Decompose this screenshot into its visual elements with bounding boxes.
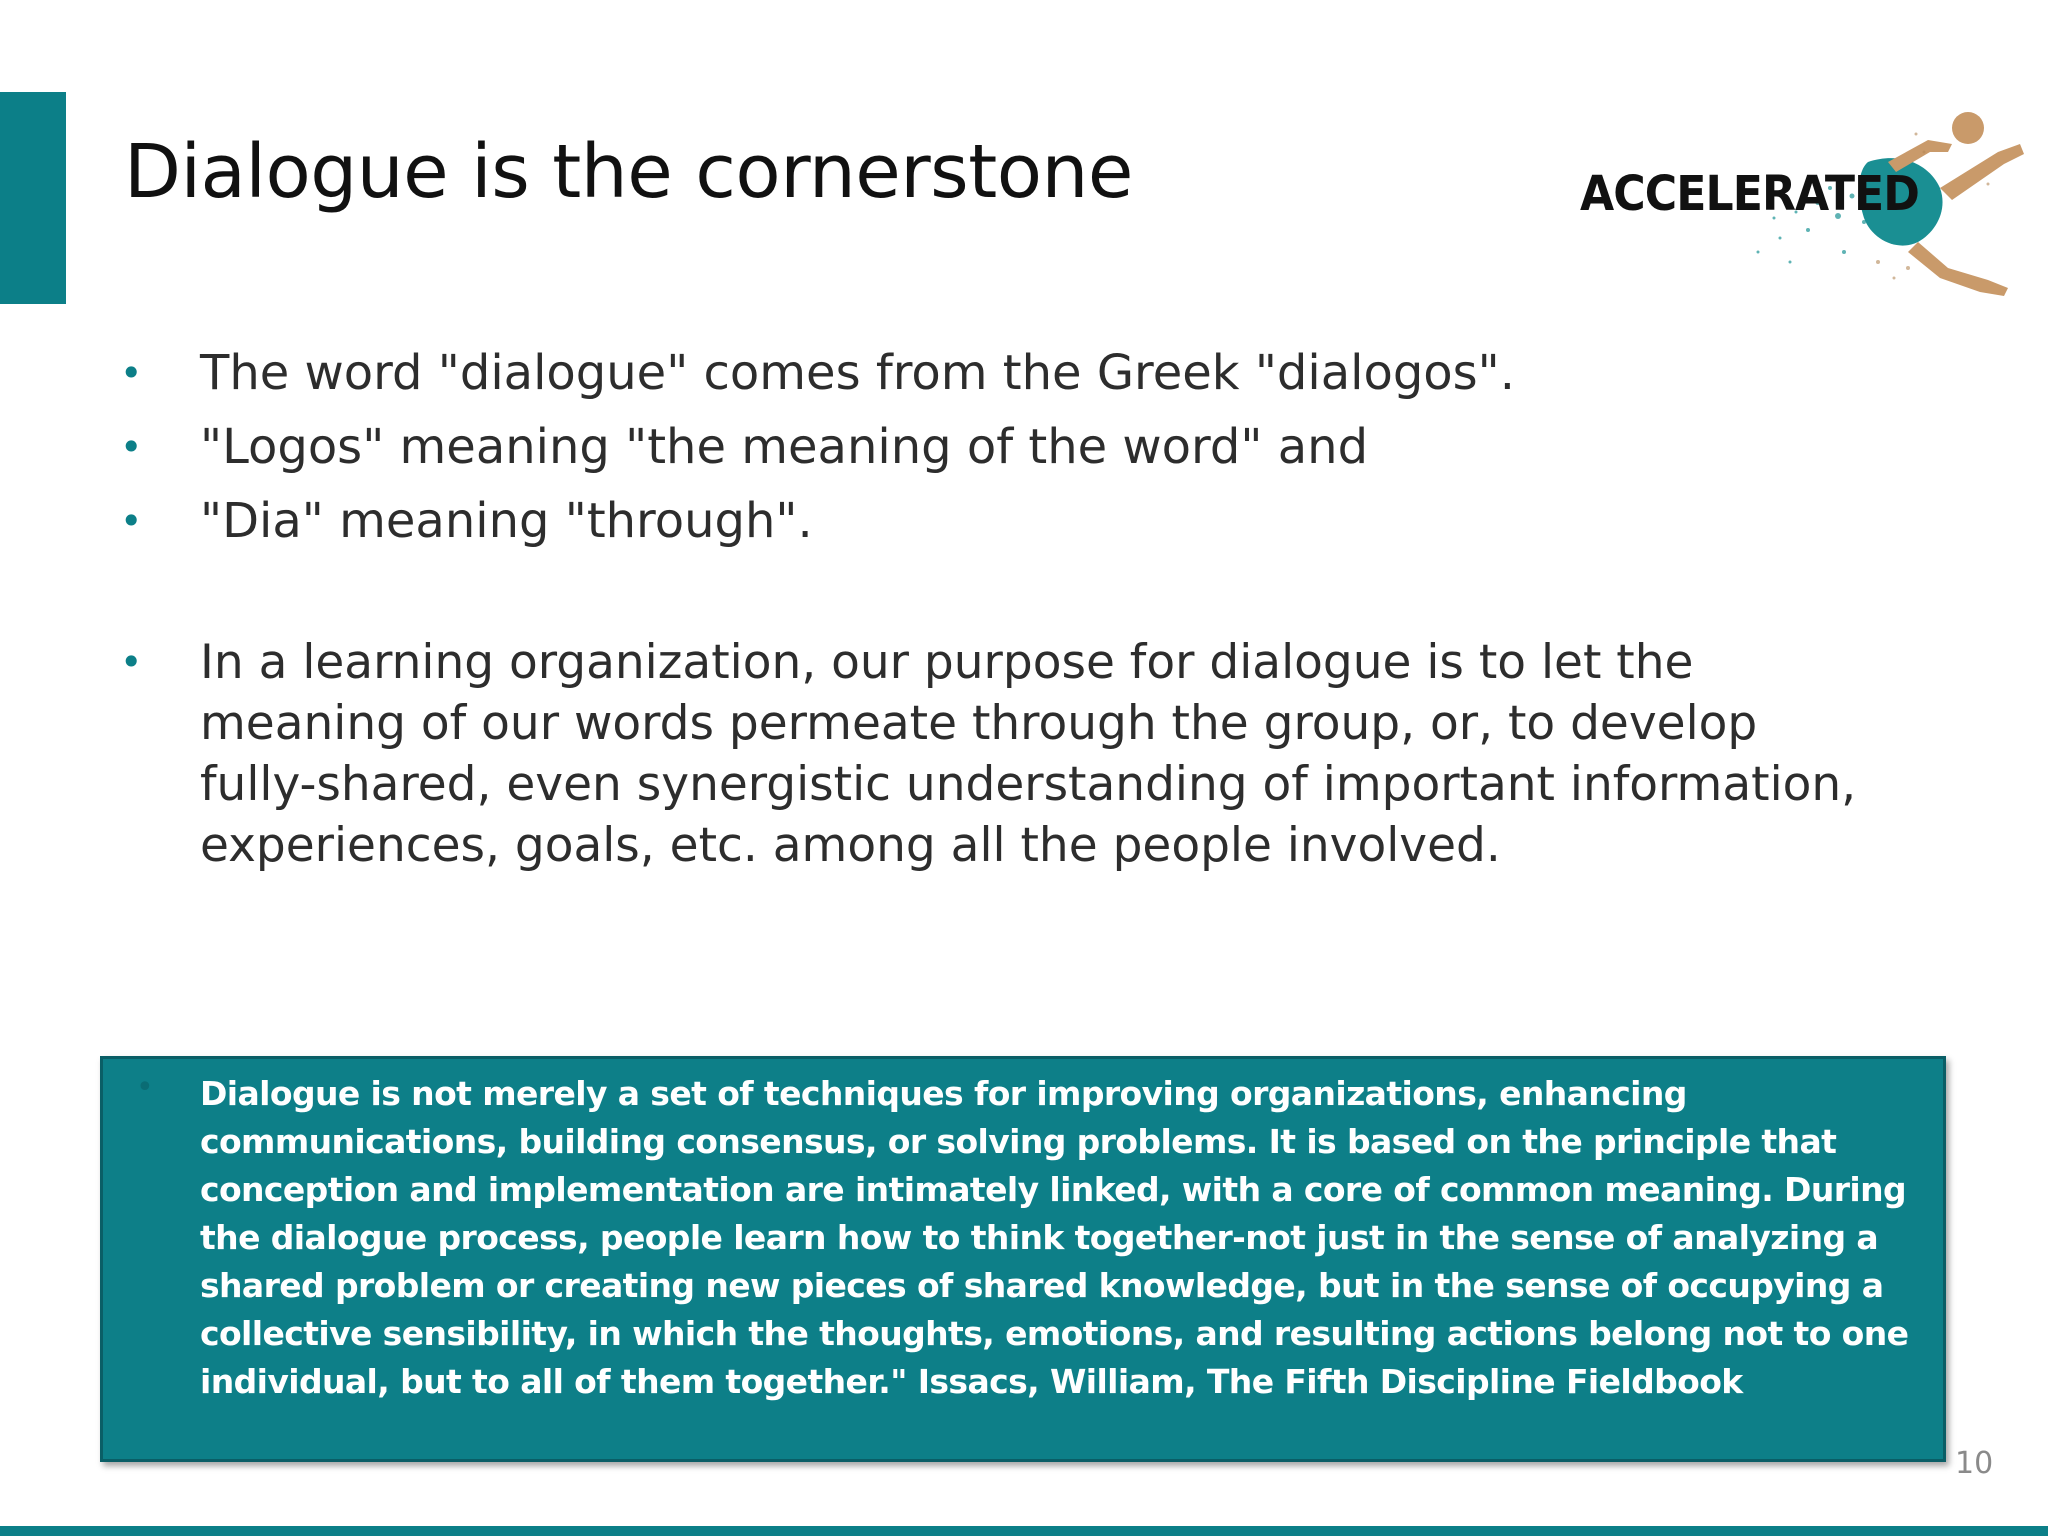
page-number: 10 (1955, 1446, 1994, 1481)
bullet-text: In a learning organization, our purpose for dialogue is to let the meaning of our words permeate through the group, or, to develop fully-shared, even synergistic understanding of important information, experiences, goals, etc. among all the people involved. (200, 635, 1857, 873)
quote-text: Dialogue is not merely a set of techniques for improving organizations, enhancing communications, building consensus, or solving problems. It is based on the principle that conception and implementation are intimately linked, with a core of common meaning. During the dialogue process, people learn how to think together-not just in the sense of analyzing a shared problem or creating new pieces of shared knowledge, but in the sense of occupying a collective sensibility, in which the thoughts, emotions, and resulting actions belong not to one individual, but to all of them together." Issacs, William, The Fifth Discipline Fieldbook (200, 1074, 1909, 1401)
bullet-dot: • (120, 425, 143, 469)
list-item (120, 632, 1920, 876)
accelerated-logo (1568, 92, 2038, 302)
list-item (120, 410, 1920, 484)
quote-bullet-dot: • (136, 1070, 154, 1105)
list-item (120, 484, 1920, 558)
bullet-text: "Logos" meaning "the meaning of the word" and (200, 419, 1369, 475)
title-accent-bar (0, 92, 66, 304)
bullet-dot: • (120, 499, 143, 543)
slide-title: Dialogue is the cornerstone (124, 129, 1133, 215)
list-item (120, 336, 1920, 410)
bullet-dot: • (120, 351, 143, 395)
logo-wordmark: ACCELERATED (1580, 166, 1920, 222)
quote-box (100, 1056, 1946, 1462)
footer-accent-bar (0, 1526, 2048, 1536)
bullet-text: "Dia" meaning "through". (200, 493, 813, 549)
bullet-dot: • (120, 640, 143, 684)
bullet-text: The word "dialogue" comes from the Greek "dialogos". (200, 345, 1516, 401)
bullet-list (120, 336, 1920, 876)
